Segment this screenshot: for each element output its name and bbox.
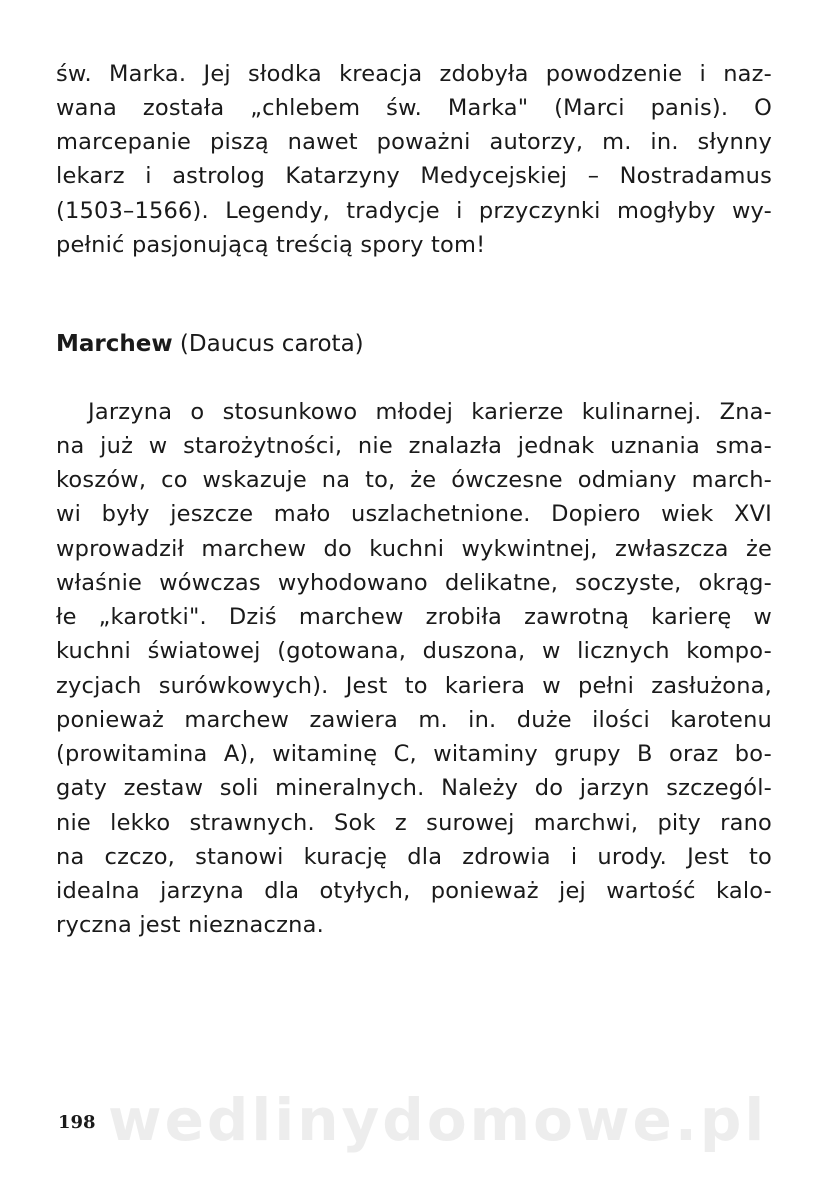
body-line: na czczo, stanowi kurację dla zdrowia i urody. Jest to: [56, 844, 772, 870]
body-line: wprowadził marchew do kuchni wykwintnej, zwłaszcza że: [56, 536, 772, 562]
body-line: wi były jeszcze mało uszlachetnione. Dopiero wiek XVI: [56, 501, 772, 527]
intro-line: marcepanie piszą nawet poważni autorzy, m. in. słynny: [56, 129, 772, 155]
intro-line: pełnić pasjonującą treścią spory tom!: [56, 232, 486, 258]
page-number: 198: [58, 1112, 96, 1133]
intro-line: lekarz i astrolog Katarzyny Medycejskiej – Nostradamus: [56, 163, 772, 189]
entry-term: Marchew: [56, 331, 173, 357]
body-line: (prowitamina A), witaminę C, witaminy grupy B oraz bo-: [56, 741, 772, 767]
body-line: zycjach surówkowych). Jest to kariera w pełni zasłużona,: [56, 673, 772, 699]
entry-latin-name: (Daucus carota): [179, 331, 364, 357]
body-line: łe „karotki". Dziś marchew zrobiła zawrotną karierę w: [56, 604, 772, 630]
body-line: kuchni światowej (gotowana, duszona, w licznych kompo-: [56, 638, 772, 664]
intro-line: św. Marka. Jej słodka kreacja zdobyła powodzenie i naz-: [56, 61, 772, 87]
intro-line: wana została „chlebem św. Marka" (Marci panis). O: [56, 95, 772, 121]
body-line: ponieważ marchew zawiera m. in. duże ilości karotenu: [56, 707, 772, 733]
entry-heading: [56, 327, 364, 361]
intro-line: (1503–1566). Legendy, tradycje i przyczynki mogłyby wy-: [56, 198, 772, 224]
watermark: wedlinydomowe.pl: [108, 1086, 768, 1154]
body-line: nie lekko strawnych. Sok z surowej marchwi, pity rano: [56, 810, 772, 836]
body-line: idealna jarzyna dla otyłych, ponieważ jej wartość kalo-: [56, 878, 772, 904]
body-line: gaty zestaw soli mineralnych. Należy do jarzyn szczegól-: [56, 775, 772, 801]
body-line: ryczna jest nieznaczna.: [56, 912, 324, 938]
body-line: Jarzyna o stosunkowo młodej karierze kulinarnej. Zna-: [88, 399, 772, 425]
body-line: koszów, co wskazuje na to, że ówczesne odmiany march-: [56, 467, 772, 493]
body-line: na już w starożytności, nie znalazła jednak uznania sma-: [56, 433, 772, 459]
body-line: właśnie wówczas wyhodowano delikatne, soczyste, okrąg-: [56, 570, 772, 596]
